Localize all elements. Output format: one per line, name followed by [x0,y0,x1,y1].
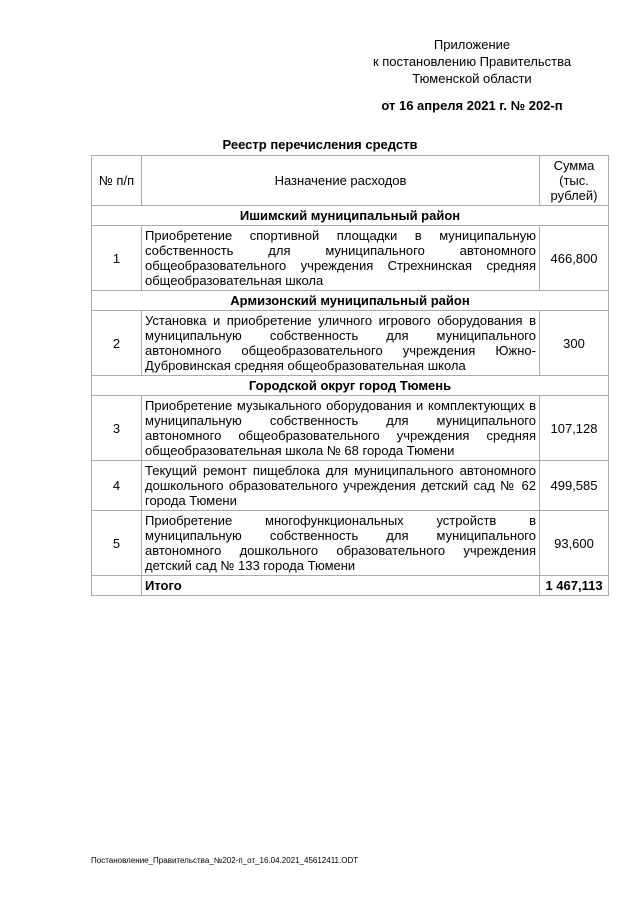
header-sum: Сумма (тыс. рублей) [540,156,609,206]
total-empty-cell [92,576,142,596]
appendix-line3: Тюменской области [412,71,532,86]
row-number: 3 [92,396,142,461]
row-sum: 107,128 [540,396,609,461]
row-sum: 300 [540,311,609,376]
row-description: Установка и приобретение уличного игрового оборудования в муниципальную собственность для муниципального автономного общеобразовательного учреждения Южно-Дубровинская средняя общеобразовательная школа [142,311,540,376]
appendix-header [352,36,592,114]
row-description: Приобретение спортивной площадки в муниципальную собственность для муниципального автономного общеобразовательного учреждения Стрехнинская средняя общеобразовательная школа [142,226,540,291]
section-title: Армизонский муниципальный район [92,291,609,311]
table-row [92,311,609,376]
header-num: № п/п [92,156,142,206]
row-sum: 93,600 [540,511,609,576]
row-sum: 466,800 [540,226,609,291]
total-sum: 1 467,113 [540,576,609,596]
table-row [92,396,609,461]
row-number: 4 [92,461,142,511]
register-table [91,155,609,596]
section-title: Ишимский муниципальный район [92,206,609,226]
appendix-date: от 16 апреля 2021 г. № 202-п [381,98,563,113]
row-number: 2 [92,311,142,376]
section-row [92,291,609,311]
section-row [92,376,609,396]
row-description: Текущий ремонт пищеблока для муниципального автономного дошкольного образовательного учреждения детский сад № 62 города Тюмени [142,461,540,511]
footer-filename: Постановление_Правительства_№202-п_от_16.04.2021_45612411.ODT [91,856,359,865]
table-row [92,461,609,511]
appendix-line2: к постановлению Правительства [372,54,572,69]
row-number: 1 [92,226,142,291]
total-label: Итого [142,576,540,596]
row-description: Приобретение многофункциональных устройств в муниципальную собственность для муниципального автономного дошкольного образовательного учреждения детский сад № 133 города Тюмени [142,511,540,576]
header-desc: Назначение расходов [142,156,540,206]
row-description: Приобретение музыкального оборудования и комплектующих в муниципальную собственность для муниципального автономного общеобразовательного учреждения средняя общеобразовательная школа № 68 города Тюмени [142,396,540,461]
total-row [92,576,609,596]
row-sum: 499,585 [540,461,609,511]
appendix-line1: Приложение [433,37,511,52]
table-row [92,511,609,576]
row-number: 5 [92,511,142,576]
table-row [92,226,609,291]
document-title: Реестр перечисления средств [222,137,418,152]
section-row [92,206,609,226]
table-header-row [92,156,609,206]
section-title: Городской округ город Тюмень [92,376,609,396]
